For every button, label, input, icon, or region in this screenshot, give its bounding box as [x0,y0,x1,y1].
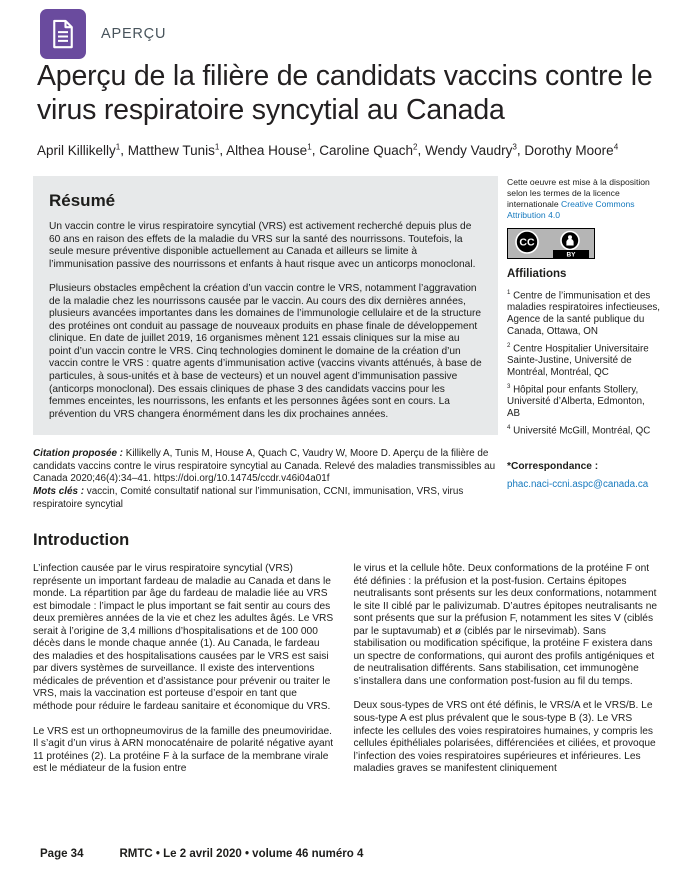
abstract-paragraph: Plusieurs obstacles empêchent la création d’un vaccin contre le VRS, notamment l’aggravation de la maladie chez les nourrissons causée par le vaccin. Au cours des dix dernières années, plusieurs avancées importantes dans les domaines de l’immunologie cellulaire et de la structure des protéines ont conduit au passage de nouveaux produits en phase finale de développement clinique. En date de juillet 2019, 16 organismes mènent 121 essais cliniques sur la mise au point d’un vaccin contre le VRS. Cinq technologies dominent le domaine de la création d’un vaccin contre le VRS : quatre agents d’immunisation active (vaccins vivants atténués, à base de particules, à sous-unités et à base de vecteurs) et un nouvel agent d’immunisation passive (anticorps monoclonal). Des essais cliniques de phase 3 des candidats vaccins pour les femmes enceintes, les nourrissons, les enfants et les personnes âgées sont en cours. La prévention du VRS changera énormément dans les dix prochaines années. [49,283,482,420]
main-column [33,176,498,511]
intro-paragraph: L’infection causée par le virus respiratoire syncytial (VRS) représente un important fardeau de maladie au Canada et dans le monde. La répartition par âge du fardeau de maladie liée au VRS est bimodale : l’impact le plus important se fait sentir au cours des deux premières années de la vie et chez les adultes âgés. Le VRS serait à l’origine de 3,4 millions d’hospitalisations et de 100 000 décès dans le monde chaque année (1). Au Canada, le fardeau des maladies et des hospitalisations causées par le VRS est saisi par divers systèmes de surveillance. Il existe des interventions médicales de prévention et d’assistance pour prévenir ou traiter le VRS, mais la vaccination est porteuse d’espoir en tant que méthode pour réduire le fardeau sanitaire et économique du VRS. [33,563,334,713]
introduction-section [33,531,659,776]
cc-by-badge-icon[interactable] [507,228,595,259]
license-text: Cette oeuvre est mise à la disposition selon les termes de la licence internationale [507,177,650,209]
suggested-citation [33,448,498,486]
correspondence-label: *Correspondance : [507,461,599,473]
author: Althea House$^1$ [226,142,312,158]
introduction-heading: Introduction [33,531,130,549]
keywords-text: vaccin, Comité consultatif national sur l’immunisation, CCNI, immunisation, VRS, virus respiratoire syncytial [33,485,464,510]
by-letters: BY [566,251,576,259]
author: Wendy Vaudry$^3$ [425,142,517,158]
citation-block [33,448,498,511]
abstract-heading: Résumé [49,191,116,210]
affiliation-item: $^2$ Centre Hospitalier Universitaire Sainte-Justine, Université de Montréal, Montréal, QC [507,343,649,379]
abstract-box [33,176,498,435]
affiliation-item: $^3$ Hôpital pour enfants Stollery, Université d’Alberta, Edmonton, AB [507,384,645,420]
affiliation-item: $^1$ Centre de l’immunisation et des maladies respiratoires infectieuses, Agence de la santé publique du Canada, Ottawa, ON [507,290,661,338]
article-category-label: APERÇU [101,26,167,42]
citation-label: Citation proposée : [33,448,123,460]
intro-paragraph: Deux sous-types de VRS ont été définis, le VRS/A et le VRS/B. Le sous-type A est plus prévalent que le sous-type B (3). Le VRS infecte les cellules des voies respiratoires humaines, y compris les cellules épithéliales polarisées, différenciées et ciliées, et provoque l’infection des voies respiratoires supérieures et inférieures. Les maladies graves se manifestent cliniquement [353,700,656,775]
author: April Killikelly$^1$ [37,142,121,158]
intro-paragraph: le virus et la cellule hôte. Deux conformations de la protéine F ont été définies : la préfusion et la post-fusion. Certains épitopes neutralisants sont présents sur les deux conformations, notamment le site II ciblé par le palivizumab. D’autres épitopes neutralisants ne sont présents que sur la préfusion F, notamment les sites V (ciblés par le suptavumab) et ø (ciblés par le nirsevimab). Sans stabilisation ou modification spécifique, la protéine F existera dans un spectre de conformations, qui auront des profils antigéniques et de neutralisation différents. Sans stabilisation, cet immunogène s’installera dans une conformation post-fusion au fil du temps. [353,563,658,687]
author: Dorothy Moore$^4$ [524,142,619,158]
abstract-paragraph: Un vaccin contre le virus respiratoire syncytial (VRS) est activement recherché depuis plus de 60 ans en raison des effets de la maladie du VRS sur la santé des nourrissons. Toutefois, la seule mesure préventive disponible actuellement au Canada et ailleurs se limite à l’immunisation passive des nourrissons et enfants à haut risque avec un anticorps monoclonal. [49,221,476,270]
authors-line: April Killikelly$^1$, Matthew Tunis$^1$, Althea House$^1$, Caroline Quach$^2$, Wendy Vaudry$^3$, Dorothy Moore$^4$ [37,142,619,158]
intro-paragraph: Le VRS est un orthopneumovirus de la famille des pneumoviridae. Il s’agit d’un virus à ARN monocaténaire de polarité négative ayant 11 protéines (2). La protéine F à la surface de la membrane virale est le médiateur de la fusion entre [33,725,334,775]
citation-text: Killikelly A, Tunis M, House A, Quach C, Vaudry W, Moore D. Aperçu de la filière de candidats vaccins contre le virus respiratoire syncytial au Canada. Relevé des maladies transmissibles au Canada 2020;46(4):34–41. https://doi.org/10.14745/ccdr.v46i04a01f [33,448,496,485]
creative-commons-link[interactable]: Creative Commons Attribution 4.0 [507,199,635,220]
affiliation-item: $^4$ Université McGill, Montréal, QC [507,425,651,437]
page-footer [40,848,363,860]
document-icon [48,17,78,51]
resume-paragraphs [49,221,482,421]
article-title: Aperçu de la filière de candidats vaccins contre le virus respiratoire syncytial au Canada [37,60,653,126]
journal-line: RMTC • Le 2 avril 2020 • volume 46 numéro 4 [119,848,364,860]
author: Matthew Tunis$^1$ [127,142,220,158]
affiliations-heading: Affiliations [507,268,567,280]
author: Caroline Quach$^2$ [319,142,418,158]
cc-letters: CC [519,236,535,249]
page-number: Page 34 [40,848,84,860]
intro-col1 [33,563,339,776]
keywords-line [33,486,498,511]
affiliations-list [507,290,660,437]
sidebar [507,177,660,492]
correspondence-email-link[interactable]: phac.naci-ccni.aspc@canada.ca [507,479,649,491]
keywords-label: Mots clés : [33,485,85,497]
intro-col2 [354,563,660,776]
license-note [507,177,660,221]
overview-document-icon [40,9,86,59]
